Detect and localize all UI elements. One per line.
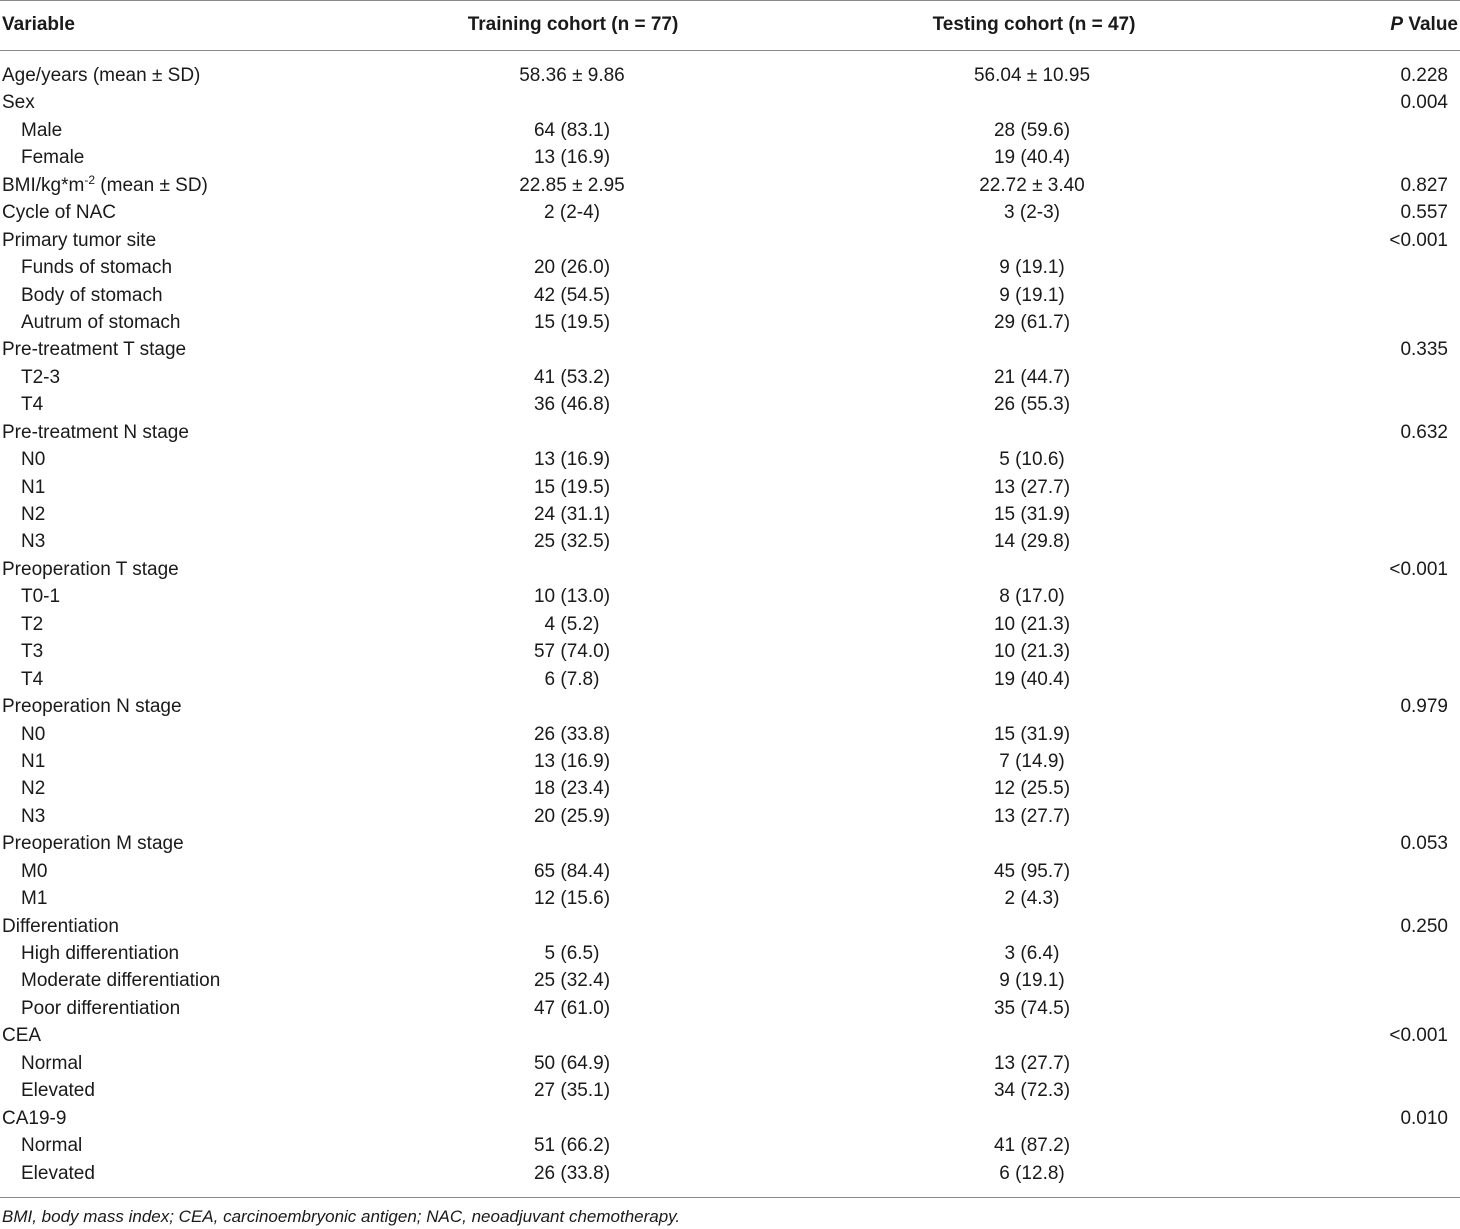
table-row bbox=[0, 199, 1460, 226]
table-row bbox=[0, 775, 1460, 802]
cell-testing: 6 (12.8) bbox=[999, 1162, 1065, 1184]
table-row bbox=[0, 693, 1460, 720]
header-p-italic: P bbox=[1390, 14, 1404, 35]
table-row bbox=[0, 364, 1460, 391]
cell-testing: 45 (95.7) bbox=[993, 860, 1071, 882]
row-label: Preoperation N stage bbox=[2, 696, 182, 718]
cell-p-value: 0.632 bbox=[1400, 421, 1448, 443]
table-row bbox=[0, 501, 1460, 528]
row-label: CEA bbox=[2, 1025, 42, 1047]
cell-testing: 19 (40.4) bbox=[993, 668, 1071, 690]
cell-training: 15 (19.5) bbox=[533, 311, 611, 333]
table-row bbox=[0, 336, 1460, 363]
table-row bbox=[0, 803, 1460, 830]
cell-training: 22.85 ± 2.95 bbox=[519, 174, 625, 196]
table-row bbox=[0, 1050, 1460, 1077]
header-training-cohort: Training cohort (n = 77) bbox=[467, 14, 679, 35]
cell-testing: 12 (25.5) bbox=[993, 778, 1071, 800]
cell-testing: 35 (74.5) bbox=[993, 997, 1071, 1019]
row-label: Pre-treatment T stage bbox=[2, 339, 187, 361]
cell-testing: 14 (29.8) bbox=[993, 531, 1071, 553]
table-footnote: BMI, body mass index; CEA, carcinoembryonic antigen; NAC, neoadjuvant chemotherapy. bbox=[2, 1207, 681, 1226]
cell-training: 10 (13.0) bbox=[533, 586, 611, 608]
cell-training: 13 (16.9) bbox=[533, 449, 611, 471]
row-label-superscript: -2 bbox=[84, 172, 96, 187]
header-testing-cohort: Testing cohort (n = 47) bbox=[932, 14, 1136, 35]
cell-p-value: <0.001 bbox=[1389, 558, 1448, 580]
table-row bbox=[0, 419, 1460, 446]
cell-training: 6 (7.8) bbox=[544, 668, 600, 690]
cell-p-value: 0.979 bbox=[1400, 696, 1448, 718]
row-label: Pre-treatment N stage bbox=[2, 421, 189, 443]
cell-testing: 2 (4.3) bbox=[1004, 888, 1060, 910]
row-sublabel: Moderate differentiation bbox=[21, 970, 221, 992]
cell-training: 65 (84.4) bbox=[533, 860, 611, 882]
table-row bbox=[0, 721, 1460, 748]
row-sublabel: Funds of stomach bbox=[21, 257, 173, 279]
cell-testing: 34 (72.3) bbox=[993, 1080, 1071, 1102]
table-row bbox=[0, 638, 1460, 665]
cell-p-value: 0.228 bbox=[1400, 65, 1448, 86]
row-sublabel: N2 bbox=[21, 504, 46, 525]
table-row bbox=[0, 528, 1460, 555]
cell-testing: 13 (27.7) bbox=[993, 805, 1071, 827]
row-sublabel: Normal bbox=[21, 1052, 83, 1074]
table-row bbox=[0, 254, 1460, 281]
row-sublabel: T4 bbox=[21, 394, 44, 416]
table-row bbox=[0, 556, 1460, 583]
cell-training: 2 (2-4) bbox=[544, 202, 600, 224]
table-row bbox=[0, 967, 1460, 994]
row-sublabel: N2 bbox=[21, 778, 46, 800]
table-body bbox=[0, 62, 1460, 1187]
table-header bbox=[0, 0, 1460, 50]
cell-p-value: 0.004 bbox=[1400, 92, 1448, 114]
cell-testing: 9 (19.1) bbox=[999, 257, 1065, 279]
cell-p-value: 0.010 bbox=[1400, 1107, 1448, 1129]
table-row bbox=[0, 583, 1460, 610]
cell-training: 26 (33.8) bbox=[533, 723, 611, 745]
row-label: Age/years (mean ± SD) bbox=[2, 65, 201, 86]
cell-p-value: <0.001 bbox=[1389, 1025, 1448, 1047]
table-row bbox=[0, 1105, 1460, 1132]
header-p-value bbox=[1390, 14, 1458, 36]
row-sublabel: N1 bbox=[21, 476, 46, 498]
table-row bbox=[0, 282, 1460, 309]
cell-training: 51 (66.2) bbox=[533, 1135, 611, 1157]
cell-training: 18 (23.4) bbox=[533, 778, 611, 800]
table-row bbox=[0, 391, 1460, 418]
row-sublabel: T2-3 bbox=[21, 366, 61, 388]
cell-testing: 13 (27.7) bbox=[993, 1052, 1071, 1074]
row-label: Preoperation T stage bbox=[2, 558, 179, 580]
table-header-rule bbox=[0, 50, 1460, 51]
row-sublabel: N3 bbox=[21, 805, 46, 827]
row-sublabel: Elevated bbox=[21, 1080, 95, 1102]
row-sublabel: N0 bbox=[21, 723, 46, 745]
row-label: Cycle of NAC bbox=[2, 202, 117, 224]
row-label bbox=[2, 172, 208, 199]
cell-testing: 28 (59.6) bbox=[993, 119, 1071, 141]
cell-testing: 22.72 ± 3.40 bbox=[979, 174, 1085, 196]
table-row bbox=[0, 666, 1460, 693]
row-label: Differentiation bbox=[2, 915, 119, 937]
cell-p-value: 0.557 bbox=[1400, 202, 1448, 224]
cell-training: 64 (83.1) bbox=[533, 119, 611, 141]
row-label: CA19-9 bbox=[2, 1107, 67, 1129]
table-row bbox=[0, 885, 1460, 912]
cell-training: 47 (61.0) bbox=[533, 997, 611, 1019]
table-row bbox=[0, 117, 1460, 144]
row-label: Preoperation M stage bbox=[2, 833, 184, 855]
row-sublabel: N3 bbox=[21, 531, 46, 553]
header-variable: Variable bbox=[2, 14, 75, 35]
table-row bbox=[0, 1077, 1460, 1104]
row-sublabel: Male bbox=[21, 119, 63, 141]
table-row bbox=[0, 748, 1460, 775]
cell-training: 41 (53.2) bbox=[533, 366, 611, 388]
row-sublabel: High differentiation bbox=[21, 943, 180, 964]
cell-testing: 56.04 ± 10.95 bbox=[973, 65, 1091, 86]
table-row bbox=[0, 446, 1460, 473]
table-row bbox=[0, 89, 1460, 116]
header-p-rest: Value bbox=[1403, 14, 1458, 35]
cell-testing: 10 (21.3) bbox=[993, 641, 1071, 663]
row-sublabel: Normal bbox=[21, 1135, 83, 1157]
row-sublabel: Elevated bbox=[21, 1162, 95, 1184]
row-label-text: BMI/kg*m bbox=[2, 174, 85, 196]
cell-testing: 7 (14.9) bbox=[999, 750, 1065, 772]
cell-training: 13 (16.9) bbox=[533, 147, 611, 169]
cell-training: 57 (74.0) bbox=[533, 641, 611, 663]
cell-testing: 13 (27.7) bbox=[993, 476, 1071, 498]
cell-training: 5 (6.5) bbox=[544, 943, 600, 964]
row-sublabel: N1 bbox=[21, 750, 46, 772]
row-sublabel: T3 bbox=[21, 641, 44, 663]
cell-training: 26 (33.8) bbox=[533, 1162, 611, 1184]
cell-testing: 9 (19.1) bbox=[999, 284, 1065, 306]
table-row bbox=[0, 62, 1460, 89]
cell-testing: 29 (61.7) bbox=[993, 311, 1071, 333]
table-row bbox=[0, 913, 1460, 940]
row-sublabel: T2 bbox=[21, 613, 44, 635]
cell-training: 12 (15.6) bbox=[533, 888, 611, 910]
table-row bbox=[0, 1132, 1460, 1159]
row-sublabel: T0-1 bbox=[21, 586, 61, 608]
cell-testing: 15 (31.9) bbox=[993, 504, 1071, 525]
cell-training: 20 (25.9) bbox=[533, 805, 611, 827]
cell-training: 20 (26.0) bbox=[533, 257, 611, 279]
cell-testing: 9 (19.1) bbox=[999, 970, 1065, 992]
row-sublabel: Poor differentiation bbox=[21, 997, 181, 1019]
cell-testing: 26 (55.3) bbox=[993, 394, 1071, 416]
cell-testing: 21 (44.7) bbox=[993, 366, 1071, 388]
cell-training: 15 (19.5) bbox=[533, 476, 611, 498]
row-sublabel: M1 bbox=[21, 888, 48, 910]
row-label: Sex bbox=[2, 92, 35, 114]
cell-p-value: 0.335 bbox=[1400, 339, 1448, 361]
cell-p-value: 0.053 bbox=[1400, 833, 1448, 855]
row-sublabel: Body of stomach bbox=[21, 284, 163, 306]
table-row bbox=[0, 830, 1460, 857]
cell-testing: 15 (31.9) bbox=[993, 723, 1071, 745]
cell-testing: 10 (21.3) bbox=[993, 613, 1071, 635]
table-row bbox=[0, 309, 1460, 336]
cell-training: 58.36 ± 9.86 bbox=[519, 65, 625, 86]
cell-testing: 3 (6.4) bbox=[1004, 943, 1060, 964]
cell-testing: 41 (87.2) bbox=[993, 1135, 1071, 1157]
cell-testing: 3 (2-3) bbox=[1004, 202, 1060, 224]
cell-testing: 19 (40.4) bbox=[993, 147, 1071, 169]
cell-training: 25 (32.5) bbox=[533, 531, 611, 553]
cell-training: 4 (5.2) bbox=[544, 613, 600, 635]
cell-training: 25 (32.4) bbox=[533, 970, 611, 992]
cell-training: 36 (46.8) bbox=[533, 394, 611, 416]
cell-p-value: 0.250 bbox=[1400, 915, 1448, 937]
row-sublabel: Autrum of stomach bbox=[21, 311, 181, 333]
table-row bbox=[0, 172, 1460, 199]
table-row bbox=[0, 1160, 1460, 1187]
cell-p-value: 0.827 bbox=[1400, 174, 1448, 196]
table-row bbox=[0, 858, 1460, 885]
row-sublabel: M0 bbox=[21, 860, 48, 882]
cell-training: 13 (16.9) bbox=[533, 750, 611, 772]
row-sublabel: N0 bbox=[21, 449, 46, 471]
table-row bbox=[0, 611, 1460, 638]
row-label: Primary tumor site bbox=[2, 229, 157, 251]
row-sublabel: Female bbox=[21, 147, 85, 169]
table-row bbox=[0, 144, 1460, 171]
table-row bbox=[0, 940, 1460, 967]
cell-p-value: <0.001 bbox=[1389, 229, 1448, 251]
table-row bbox=[0, 995, 1460, 1022]
cell-training: 27 (35.1) bbox=[533, 1080, 611, 1102]
cell-training: 24 (31.1) bbox=[533, 504, 611, 525]
cell-training: 42 (54.5) bbox=[533, 284, 611, 306]
cell-testing: 5 (10.6) bbox=[999, 449, 1065, 471]
table-row bbox=[0, 227, 1460, 254]
table-row bbox=[0, 1022, 1460, 1049]
cell-testing: 8 (17.0) bbox=[999, 586, 1065, 608]
row-label-suffix: (mean ± SD) bbox=[95, 174, 208, 196]
cell-training: 50 (64.9) bbox=[533, 1052, 611, 1074]
table-row bbox=[0, 474, 1460, 501]
row-sublabel: T4 bbox=[21, 668, 44, 690]
table-bottom-rule bbox=[0, 1197, 1460, 1198]
